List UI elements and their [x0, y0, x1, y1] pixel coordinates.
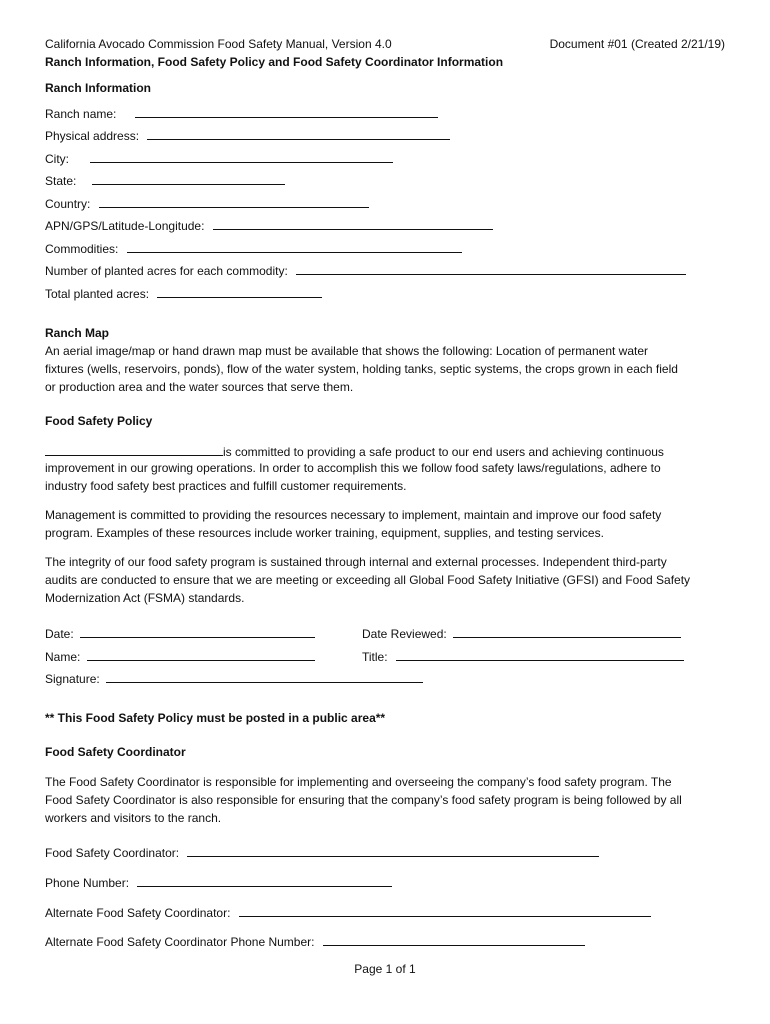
policy-p3-line3: Modernization Act (FSMA) standards.: [45, 591, 245, 605]
date-field[interactable]: [80, 626, 315, 638]
ranch-map-text-2: fixtures (wells, reservoirs, ponds), flow of the water system, holding tanks, septic systems, the crops grown in each field: [45, 362, 678, 376]
name-field[interactable]: [87, 649, 315, 661]
alt-coordinator-label: Alternate Food Safety Coordinator:: [45, 906, 231, 920]
country-label: Country:: [45, 197, 91, 211]
ranch-map-text-1: An aerial image/map or hand drawn map must be available that shows the following: Location of permanent water: [45, 344, 649, 358]
planted-acres-each-label: Number of planted acres for each commodity:: [45, 264, 288, 278]
coordinator-heading: Food Safety Coordinator: [45, 745, 186, 759]
alt-coordinator-row: [45, 905, 651, 920]
coordinator-text-1: The Food Safety Coordinator is responsible for implementing and overseeing the company’s food safety program. The: [45, 775, 672, 789]
alt-phone-label: Alternate Food Safety Coordinator Phone Number:: [45, 935, 315, 949]
date-reviewed-label: Date Reviewed:: [362, 627, 447, 641]
title-field[interactable]: [396, 649, 684, 661]
title-label: Title:: [362, 650, 388, 664]
policy-p1-line1-row: [45, 444, 664, 459]
physical-address-row: [45, 128, 450, 143]
date-label: Date:: [45, 627, 74, 641]
policy-p1-line3: industry food safety best practices and fulfill customer requirements.: [45, 479, 407, 493]
policy-p3-line2: audits are conducted to ensure that we are meeting or exceeding all Global Food Safety Initiative (GFSI) and Food Safety: [45, 573, 691, 587]
commodities-field[interactable]: [127, 241, 462, 253]
coordinator-text-3: workers and visitors to the ranch.: [45, 811, 222, 825]
date-reviewed-field[interactable]: [453, 626, 681, 638]
total-planted-acres-field[interactable]: [157, 286, 322, 298]
city-row: [45, 151, 393, 166]
phone-field[interactable]: [137, 875, 392, 887]
ranch-name-field[interactable]: [135, 106, 438, 118]
city-field[interactable]: [90, 151, 393, 163]
page-number: Page 1 of 1: [354, 962, 416, 976]
ranch-name-row: [45, 106, 438, 121]
policy-p2-line2: program. Examples of these resources include worker training, equipment, supplies, and testing services.: [45, 526, 604, 540]
ranch-map-heading: Ranch Map: [45, 326, 110, 340]
document-subtitle: Ranch Information, Food Safety Policy and Food Safety Coordinator Information: [45, 55, 504, 69]
signature-label: Signature:: [45, 672, 100, 686]
title-row: [362, 649, 684, 664]
alt-phone-field[interactable]: [323, 934, 585, 946]
policy-p2-line1: Management is committed to providing the resources necessary to implement, maintain and improve our food safety: [45, 508, 662, 522]
signature-field[interactable]: [106, 671, 423, 683]
apn-field[interactable]: [213, 218, 493, 230]
commodities-row: [45, 241, 462, 256]
apn-label: APN/GPS/Latitude-Longitude:: [45, 219, 205, 233]
coordinator-field[interactable]: [187, 845, 599, 857]
policy-p3-line1: The integrity of our food safety program is sustained through internal and external processes. Independent third-party: [45, 555, 667, 569]
name-row: [45, 649, 315, 664]
ranch-name-label: Ranch name:: [45, 107, 117, 121]
commodities-label: Commodities:: [45, 242, 119, 256]
phone-label: Phone Number:: [45, 876, 130, 890]
phone-row: [45, 875, 392, 890]
country-row: [45, 196, 369, 211]
physical-address-field[interactable]: [147, 128, 450, 140]
ranch-info-heading: Ranch Information: [45, 81, 152, 95]
city-label: City:: [45, 152, 69, 166]
total-planted-acres-label: Total planted acres:: [45, 287, 150, 301]
total-planted-acres-row: [45, 286, 322, 301]
date-row: [45, 626, 315, 641]
name-label: Name:: [45, 650, 81, 664]
document-number: Document #01 (Created 2/21/19): [549, 37, 725, 51]
posted-notice: ** This Food Safety Policy must be posted in a public area**: [45, 711, 386, 725]
company-name-field[interactable]: [45, 444, 223, 456]
apn-row: [45, 218, 493, 233]
manual-title: California Avocado Commission Food Safety Manual, Version 4.0: [45, 37, 392, 51]
state-label: State:: [45, 174, 77, 188]
policy-p1-line2: improvement in our growing operations. In order to accomplish this we follow food safety laws/regulations, adhere to: [45, 461, 661, 475]
country-field[interactable]: [99, 196, 369, 208]
coordinator-text-2: Food Safety Coordinator is also responsible for ensuring that the company’s food safety program is being followed by all: [45, 793, 682, 807]
alt-coordinator-field[interactable]: [239, 905, 651, 917]
alt-phone-row: [45, 934, 585, 949]
coordinator-label: Food Safety Coordinator:: [45, 846, 180, 860]
policy-heading: Food Safety Policy: [45, 414, 153, 428]
date-reviewed-row: [362, 626, 681, 641]
ranch-map-text-3: or production area and the water sources that serve them.: [45, 380, 354, 394]
physical-address-label: Physical address:: [45, 129, 140, 143]
state-field[interactable]: [92, 173, 285, 185]
signature-row: [45, 671, 423, 686]
state-row: [45, 173, 285, 188]
coordinator-row: [45, 845, 599, 860]
planted-acres-each-row: [45, 263, 686, 278]
planted-acres-each-field[interactable]: [296, 263, 686, 275]
policy-p1-line1: is committed to providing a safe product to our end users and achieving continuous: [223, 445, 664, 459]
